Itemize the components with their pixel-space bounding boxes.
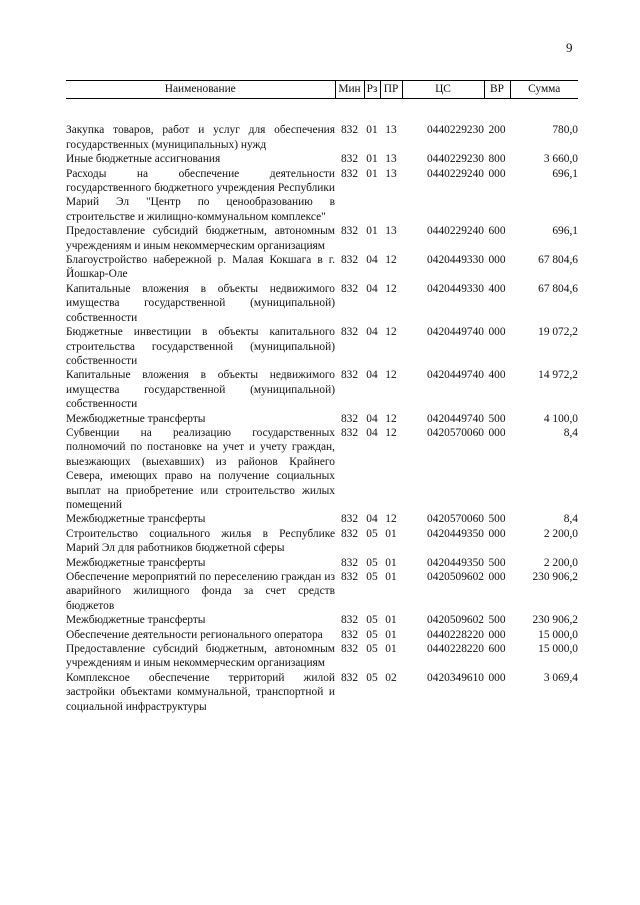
row-rz: 04 xyxy=(366,412,378,425)
table-row xyxy=(66,167,578,225)
row-rz: 04 xyxy=(366,282,378,295)
row-cs: 0420509602 xyxy=(427,571,484,583)
row-cs: 0420509602 xyxy=(427,614,484,627)
row-pr: 13 xyxy=(385,153,397,166)
row-rz: 01 xyxy=(366,167,378,180)
row-name: Капитальные вложения в объекты недвижимого имущества государственной (муниципальной) собственности xyxy=(66,369,335,411)
row-vr: 000 xyxy=(488,167,506,180)
row-pr: 12 xyxy=(385,412,397,425)
table-row xyxy=(66,628,578,642)
row-name: Благоустройство набережной р. Малая Кокшага в г. Йошкар-Оле xyxy=(66,254,335,281)
row-min: 832 xyxy=(340,628,359,641)
row-pr: 12 xyxy=(385,426,397,439)
row-sum: 4 100,0 xyxy=(543,412,578,425)
row-cs: 0440228220 xyxy=(427,643,484,656)
row-vr: 000 xyxy=(488,527,506,540)
row-vr: 400 xyxy=(488,369,506,382)
row-name: Предоставление субсидий бюджетным, автономным учреждениям и иным некоммерческим организациям xyxy=(66,643,335,670)
header-cs: ЦС xyxy=(402,81,484,99)
table-row xyxy=(66,613,578,627)
table-row xyxy=(66,570,578,613)
row-pr: 01 xyxy=(385,643,397,656)
row-min: 832 xyxy=(340,671,359,684)
row-name: Межбюджетные трансферты xyxy=(66,513,206,526)
row-vr: 000 xyxy=(488,671,506,684)
row-name: Бюджетные инвестиции в объекты капитального строительства государственной (муниципальной) собственности xyxy=(66,326,335,367)
row-rz: 05 xyxy=(366,628,378,641)
row-cs: 0420570060 xyxy=(427,426,484,439)
row-min: 832 xyxy=(340,326,359,339)
row-rz: 04 xyxy=(366,254,378,267)
table-row xyxy=(66,282,578,325)
row-min: 832 xyxy=(340,571,359,583)
row-rz: 05 xyxy=(366,614,378,627)
table-row xyxy=(66,412,578,426)
row-vr: 000 xyxy=(488,426,506,439)
row-name: Межбюджетные трансферты xyxy=(66,556,206,569)
row-name: Обеспечение мероприятий по переселению граждан из аварийного жилищного фонда за счет средств бюджетов xyxy=(66,571,335,612)
table-row xyxy=(66,556,578,570)
table-row xyxy=(66,253,578,282)
row-name: Капитальные вложения в объекты недвижимого имущества государственной (муниципальной) собственности xyxy=(66,282,335,324)
row-rz: 04 xyxy=(366,369,378,382)
row-sum: 2 200,0 xyxy=(543,527,578,540)
row-pr: 12 xyxy=(385,326,397,339)
header-vr: ВР xyxy=(484,81,510,99)
header-sum: Сумма xyxy=(510,81,578,99)
row-vr: 500 xyxy=(488,513,506,526)
row-vr: 600 xyxy=(488,225,506,238)
row-min: 832 xyxy=(340,426,359,439)
row-name: Обеспечение деятельности регионального оператора xyxy=(66,628,323,641)
row-min: 832 xyxy=(340,124,359,137)
row-cs: 0420449740 xyxy=(427,369,484,382)
table-row xyxy=(66,368,578,411)
row-vr: 000 xyxy=(488,254,506,267)
row-rz: 01 xyxy=(366,124,378,137)
row-sum: 14 972,2 xyxy=(538,369,578,382)
row-vr: 600 xyxy=(488,643,506,656)
row-pr: 12 xyxy=(385,254,397,267)
header-name: Наименование xyxy=(66,81,335,99)
row-min: 832 xyxy=(340,254,359,267)
row-name: Предоставление субсидий бюджетным, автономным учреждениям и иным некоммерческим организациям xyxy=(66,225,335,252)
row-pr: 01 xyxy=(385,628,397,641)
row-cs: 0440229240 xyxy=(427,225,484,238)
row-min: 832 xyxy=(340,556,359,569)
row-min: 832 xyxy=(340,167,359,180)
row-pr: 13 xyxy=(385,167,397,180)
row-cs: 0420349610 xyxy=(427,671,484,684)
row-pr: 01 xyxy=(385,571,397,583)
row-min: 832 xyxy=(340,282,359,295)
row-pr: 12 xyxy=(385,369,397,382)
row-vr: 800 xyxy=(488,153,506,166)
row-vr: 500 xyxy=(488,556,506,569)
row-vr: 200 xyxy=(488,124,506,137)
row-rz: 01 xyxy=(366,225,378,238)
row-sum: 2 200,0 xyxy=(543,556,578,569)
row-sum: 15 000,0 xyxy=(538,628,578,641)
row-pr: 01 xyxy=(385,527,397,540)
row-sum: 19 072,2 xyxy=(538,326,578,339)
row-cs: 0420449740 xyxy=(427,326,484,339)
row-min: 832 xyxy=(340,412,359,425)
row-min: 832 xyxy=(340,527,359,540)
row-cs: 0440229240 xyxy=(427,167,484,180)
row-rz: 04 xyxy=(366,513,378,526)
row-min: 832 xyxy=(340,369,359,382)
row-pr: 13 xyxy=(385,225,397,238)
row-name: Расходы на обеспечение деятельности государственного бюджетного учреждения Республики Марий Эл "Центр по ценообразованию в строительстве и жилищно-коммунальном комплексе" xyxy=(66,167,335,223)
row-sum: 230 906,2 xyxy=(532,571,578,583)
table-row xyxy=(66,527,578,556)
header-min: Мин xyxy=(335,81,364,99)
row-rz: 04 xyxy=(366,326,378,339)
table-row xyxy=(66,671,578,714)
row-min: 832 xyxy=(340,513,359,526)
table-row xyxy=(66,325,578,368)
table-row xyxy=(66,642,578,671)
row-min: 832 xyxy=(340,643,359,656)
row-rz: 04 xyxy=(366,426,378,439)
table-row xyxy=(66,426,578,512)
row-sum: 696,1 xyxy=(552,167,578,180)
row-vr: 400 xyxy=(488,282,506,295)
row-cs: 0420449350 xyxy=(427,527,484,540)
page-number: 9 xyxy=(566,40,573,55)
row-name: Иные бюджетные ассигнования xyxy=(66,153,221,166)
row-vr: 000 xyxy=(488,628,506,641)
row-rz: 01 xyxy=(366,153,378,166)
row-sum: 8,4 xyxy=(563,513,578,526)
row-sum: 3 069,4 xyxy=(543,671,578,684)
table-row xyxy=(66,152,578,166)
row-cs: 0440228220 xyxy=(427,628,484,641)
row-sum: 8,4 xyxy=(563,426,578,439)
row-sum: 780,0 xyxy=(552,124,578,137)
row-rz: 05 xyxy=(366,643,378,656)
row-cs: 0420449740 xyxy=(427,412,484,425)
row-min: 832 xyxy=(340,153,359,166)
row-min: 832 xyxy=(340,614,359,627)
row-min: 832 xyxy=(340,225,359,238)
row-name: Закупка товаров, работ и услуг для обеспечения государственных (муниципальных) нужд xyxy=(66,124,335,151)
row-name: Межбюджетные трансферты xyxy=(66,412,206,425)
row-vr: 500 xyxy=(488,614,506,627)
row-pr: 01 xyxy=(385,556,397,569)
row-pr: 12 xyxy=(385,282,397,295)
header-rz: Рз xyxy=(364,81,380,99)
row-cs: 0420449350 xyxy=(427,556,484,569)
header-pr: ПР xyxy=(380,81,402,99)
row-rz: 05 xyxy=(366,527,378,540)
row-name: Межбюджетные трансферты xyxy=(66,614,206,627)
row-vr: 000 xyxy=(488,326,506,339)
row-sum: 696,1 xyxy=(552,225,578,238)
row-sum: 15 000,0 xyxy=(538,643,578,656)
budget-table xyxy=(66,80,578,714)
row-rz: 05 xyxy=(366,671,378,684)
table-row xyxy=(66,512,578,526)
row-name: Строительство социального жилья в Республике Марий Эл для работников бюджетной сферы xyxy=(66,527,335,555)
row-sum: 3 660,0 xyxy=(543,153,578,166)
row-cs: 0440229230 xyxy=(427,153,484,166)
row-cs: 0420449330 xyxy=(427,254,484,267)
row-sum: 67 804,6 xyxy=(538,282,578,295)
row-pr: 01 xyxy=(385,614,397,627)
row-pr: 02 xyxy=(385,671,397,684)
row-cs: 0440229230 xyxy=(427,124,484,137)
table-row xyxy=(66,99,578,152)
row-vr: 500 xyxy=(488,412,506,425)
table-row xyxy=(66,224,578,253)
row-rz: 05 xyxy=(366,556,378,569)
row-name: Субвенции на реализацию государственных полномочий по постановке на учет и учету граждан, выезжающих (выехавших) из районов Крайнего Севера, имеющих право на получение социальных выплат на приобретение или строительство жилых помещений xyxy=(66,426,335,511)
table-header-row xyxy=(66,81,578,99)
row-pr: 13 xyxy=(385,124,397,137)
row-cs: 0420570060 xyxy=(427,513,484,526)
row-vr: 000 xyxy=(488,571,506,583)
row-pr: 12 xyxy=(385,513,397,526)
row-name: Комплексное обеспечение территорий жилой застройки объектами коммунальной, транспортной и социальной инфраструктуры xyxy=(66,671,335,713)
row-sum: 230 906,2 xyxy=(532,614,578,627)
row-cs: 0420449330 xyxy=(427,282,484,295)
row-sum: 67 804,6 xyxy=(538,254,578,267)
row-rz: 05 xyxy=(366,571,378,583)
